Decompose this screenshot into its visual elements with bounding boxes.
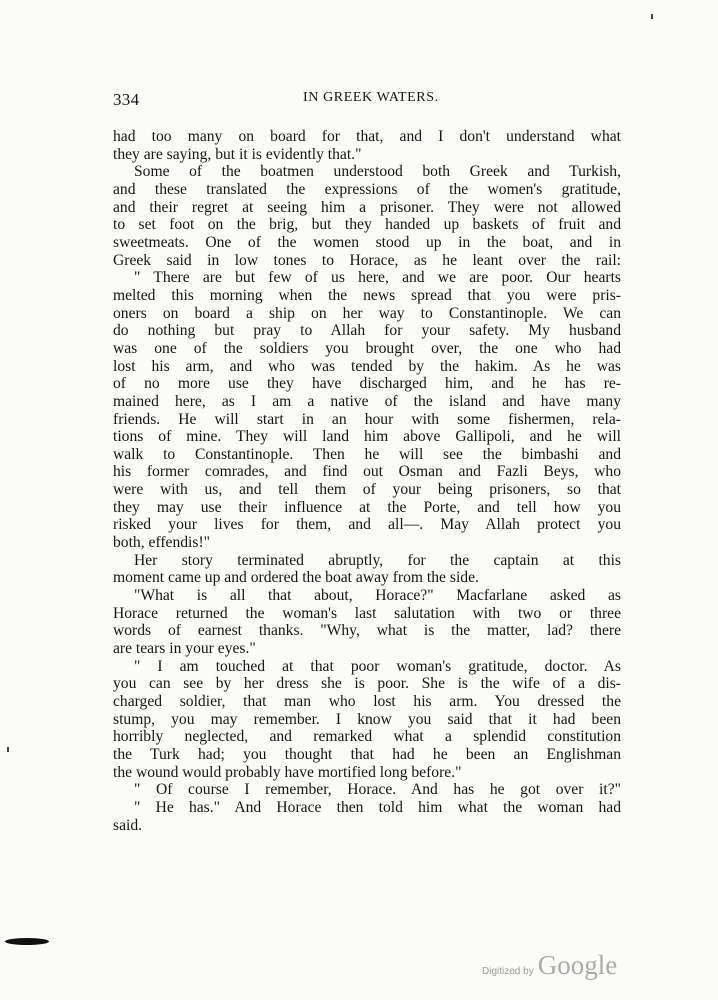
page-number: 334 — [113, 90, 140, 109]
text-line: had too many on board for that, and I don't understand what — [113, 128, 621, 145]
text-line: charged soldier, that man who lost his arm. You dressed the — [113, 693, 621, 710]
text-line: " Of course I remember, Horace. And has he got over it?" — [134, 781, 621, 799]
text-line: " There are but few of us here, and we are poor. Our hearts — [134, 269, 621, 287]
text-line: lost his arm, and who was tended by the hakim. As he was — [113, 357, 621, 375]
text-line: walk to Constantinople. Then he will see the bimbashi and — [113, 445, 621, 463]
text-line: Horace returned the woman's last salutation with two or three — [113, 604, 621, 622]
text-line: are tears in your eyes." — [113, 640, 256, 658]
text-line: his former comrades, and find out Osman and Fazli Beys, who — [113, 463, 621, 481]
text-line: and their regret at seeing him a prisoner. They were not allowed — [113, 198, 621, 216]
google-logo: Google — [537, 950, 618, 980]
text-line: and these translated the expressions of the women's gratitude, — [113, 180, 621, 198]
text-line: stump, you may remember. I know you said that it had been — [113, 710, 621, 728]
page-header — [113, 90, 621, 112]
text-line: words of earnest thanks. "Why, what is the matter, lad? there — [113, 622, 621, 640]
text-line: friends. He will start in an hour with some fishermen, rela- — [113, 410, 621, 428]
text-line: mained here, as I am a native of the island and have many — [113, 392, 621, 410]
text-line: " I am touched at that poor woman's gratitude, doctor. As — [134, 657, 621, 675]
body-text — [113, 128, 621, 834]
text-line: risked your lives for them, and all—. May Allah protect you — [113, 516, 621, 534]
watermark-prefix: Digitized by — [482, 966, 534, 977]
text-line: said. — [113, 816, 143, 834]
text-line: was one of the soldiers you brought over, the one who had — [113, 339, 621, 357]
text-line: both, effendis!" — [113, 534, 211, 552]
text-line: the wound would probably have mortified long before." — [113, 763, 462, 781]
text-line: " He has." And Horace then told him what the woman had — [134, 798, 621, 816]
text-line: the Turk had; you thought that had he been an Englishman — [113, 745, 621, 763]
text-line: they may use their influence at the Porte, and tell how you — [113, 498, 621, 516]
text-line: tions of mine. They will land him above Gallipoli, and he will — [113, 428, 621, 446]
text-line: of no more use they have discharged him, and he has re- — [113, 375, 621, 393]
text-line: they are saying, but it is evidently that." — [113, 145, 362, 163]
ink-speck — [651, 14, 653, 19]
text-line: moment came up and ordered the boat away from the side. — [113, 569, 479, 587]
text-line: do nothing but pray to Allah for your safety. My husband — [113, 322, 621, 340]
text-line: Her story terminated abruptly, for the captain at this — [134, 551, 621, 569]
margin-ink-mark — [5, 938, 49, 945]
running-head: IN GREEK WATERS. — [303, 90, 439, 105]
digitized-watermark — [482, 950, 617, 981]
text-line: horribly neglected, and remarked what a splendid constitution — [113, 728, 621, 746]
text-line: "What is all that about, Horace?" Macfarlane asked as — [134, 587, 621, 605]
text-line: to set foot on the brig, but they handed up baskets of fruit and — [113, 216, 621, 234]
text-line: sweetmeats. One of the women stood up in the boat, and in — [113, 233, 621, 251]
text-line: oners on board a ship on her way to Constantinople. We can — [113, 304, 621, 322]
text-line: were with us, and tell them of your being prisoners, so that — [113, 481, 621, 499]
ink-speck — [7, 747, 9, 752]
text-line: Some of the boatmen understood both Greek and Turkish, — [134, 163, 621, 181]
text-line: Greek said in low tones to Horace, as he leant over the rail: — [113, 251, 621, 269]
text-line: you can see by her dress she is poor. She is the wife of a dis- — [113, 675, 621, 693]
text-line: melted this morning when the news spread that you were pris- — [113, 286, 621, 304]
